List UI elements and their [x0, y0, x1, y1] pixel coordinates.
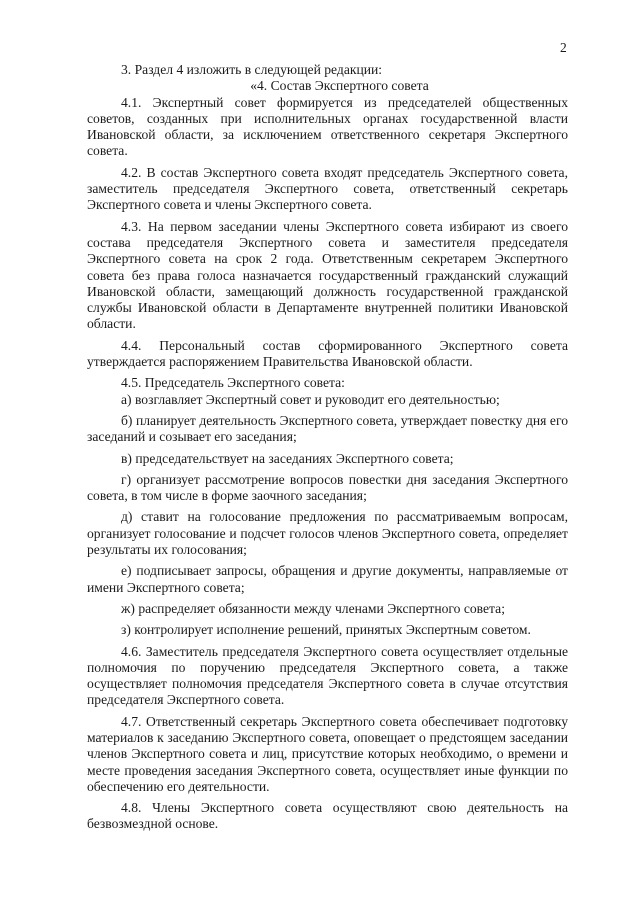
- subparagraph-b: б) планирует деятельность Экспертного совета, утверждает повестку дня его заседаний и созывает его заседания;: [87, 412, 568, 445]
- section-title: «4. Состав Экспертного совета: [250, 78, 429, 94]
- subparagraph-zh: ж) распределяет обязанности между членами Экспертного совета;: [121, 600, 505, 616]
- subparagraph-v: в) председательствует на заседаниях Экспертного совета;: [121, 450, 454, 466]
- subparagraph-z: з) контролирует исполнение решений, принятых Экспертным советом.: [121, 622, 531, 638]
- subparagraph-e: е) подписывает запросы, обращения и другие документы, направляемые от имени Экспертного совета;: [87, 563, 568, 595]
- paragraph-4-3: 4.3. На первом заседании члены Экспертного совета избирают из своего состава председателя Экспертного совета и заместителя председателя Экспертного совета на срок 2 года. Ответственным секретарем Экспертного совета без права голоса назначается государственный гражданский служащий Ивановской области, замещающий должность государственной гражданской службы Ивановской области в Департаменте внутренней политики Ивановской области.: [87, 218, 568, 332]
- paragraph-4-6: 4.6. Заместитель председателя Экспертного совета осуществляет отдельные полномочия по поручению председателя Экспертного совета, а также осуществляет полномочия председателя Экспертного совета в случае отсутствия председателя Экспертного совета.: [87, 643, 568, 708]
- paragraph-4-2: 4.2. В состав Экспертного совета входят председатель Экспертного совета, заместитель председателя Экспертного совета, ответственный секретарь Экспертного совета и члены Экспертного совета.: [87, 164, 568, 213]
- subparagraph-d: д) ставит на голосование предложения по рассматриваемым вопросам, организует голосование и подсчет голосов членов Экспертного совета, определяет результаты их голосования;: [87, 509, 568, 558]
- document-body: [87, 62, 568, 833]
- paragraph-4-4: 4.4. Персональный состав сформированного Экспертного совета утверждается распоряжением Правительства Ивановской области.: [87, 337, 568, 370]
- page-number: 2: [560, 40, 567, 55]
- paragraph-4-5: 4.5. Председатель Экспертного совета:: [121, 375, 345, 391]
- subparagraph-a: а) возглавляет Экспертный совет и руководит его деятельностью;: [121, 391, 500, 407]
- amendment-intro: 3. Раздел 4 изложить в следующей редакции:: [121, 62, 383, 77]
- paragraph-4-8: 4.8. Члены Экспертного совета осуществляют свою деятельность на безвозмездной основе.: [87, 800, 568, 832]
- paragraph-4-1: 4.1. Экспертный совет формируется из председателей общественных советов, созданных при исполнительных органах государственной власти Ивановской области, за исключением ответственного секретаря Экспертного совета.: [87, 94, 568, 159]
- paragraph-4-7: 4.7. Ответственный секретарь Экспертного совета обеспечивает подготовку материалов к заседанию Экспертного совета, оповещает о предстоящем заседании членов Экспертного совета и лиц, присутствие которых необходимо, о времени и месте проведения заседания Экспертного совета, осуществляет иные функции по обеспечению его деятельности.: [87, 713, 568, 794]
- subparagraph-g: г) организует рассмотрение вопросов повестки дня заседания Экспертного совета, в том числе в форме заочного заседания;: [87, 471, 568, 504]
